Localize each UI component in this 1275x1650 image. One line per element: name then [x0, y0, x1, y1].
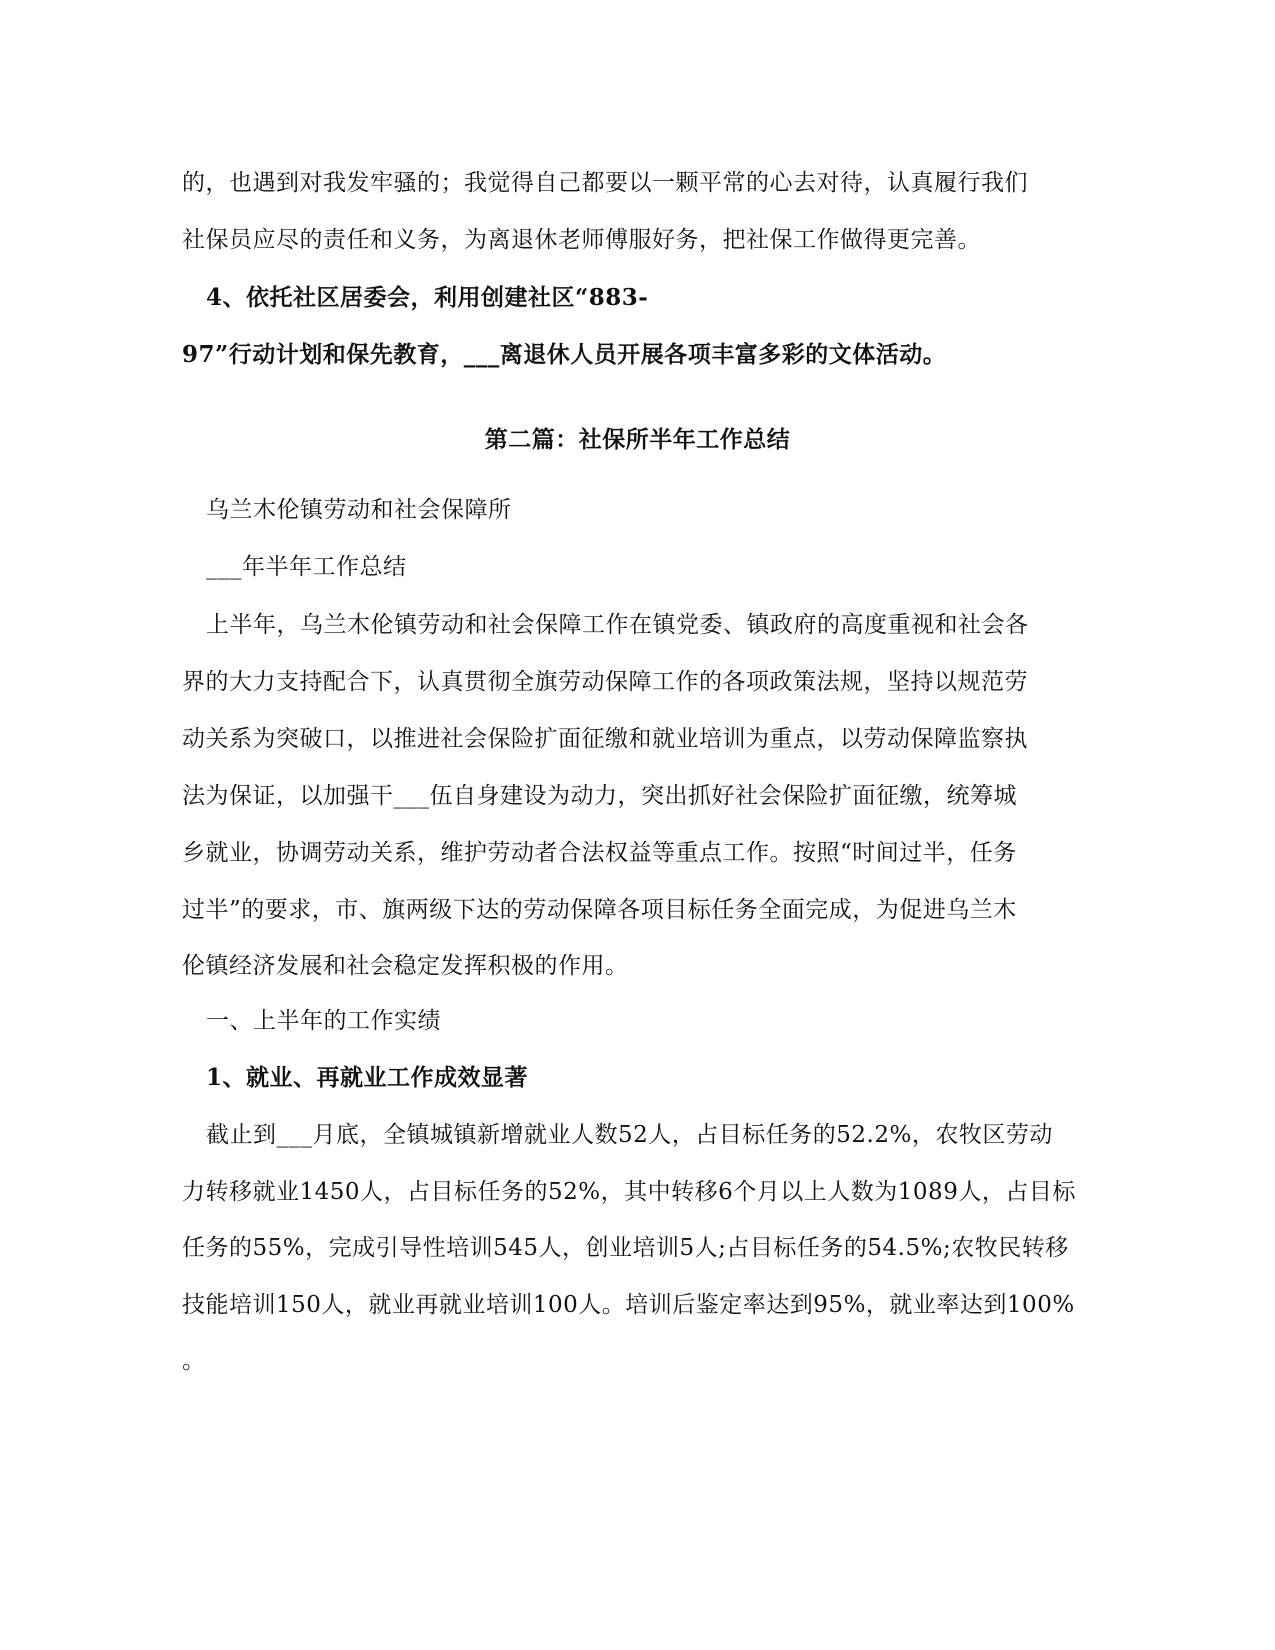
- paragraph-line: 力转移就业1450人，占目标任务的52%，其中转移6个月以上人数为1089人，占目标: [182, 1179, 1076, 1205]
- paragraph-line: 乡就业，协调劳动关系，维护劳动者合法权益等重点工作。按照“时间过半，任务: [182, 840, 1017, 866]
- list-item-4-line: 4、依托社区居委会，利用创建社区“883-: [206, 284, 649, 311]
- paragraph-line: 技能培训150人，就业再就业培训100人。培训后鉴定率达到95%，就业率达到100%: [182, 1292, 1075, 1318]
- subsection-heading: 1、就业、再就业工作成效显著: [206, 1064, 529, 1091]
- list-item-4-line: 97”行动计划和保先教育，___离退休人员开展各项丰富多彩的文体活动。: [182, 341, 947, 368]
- org-name: 乌兰木伦镇劳动和社会保障所: [206, 497, 512, 523]
- paragraph-line: 法为保证，以加强干___伍自身建设为动力，突出抓好社会保险扩面征缴，统筹城: [182, 783, 1017, 809]
- paragraph-line: 社保员应尽的责任和义务，为离退休老师傅服好务，把社保工作做得更完善。: [182, 227, 981, 253]
- report-subtitle: ___年半年工作总结: [206, 554, 407, 580]
- paragraph-line: 伦镇经济发展和社会稳定发挥积极的作用。: [182, 953, 629, 979]
- paragraph-line: 上半年，乌兰木伦镇劳动和社会保障工作在镇党委、镇政府的高度重视和社会各: [206, 612, 1029, 638]
- paragraph-line: 任务的55%，完成引导性培训545人，创业培训5人;占目标任务的54.5%;农牧民转移: [182, 1235, 1069, 1261]
- paragraph-line: 动关系为突破口，以推进社会保险扩面征缴和就业培训为重点，以劳动保障监察执: [182, 726, 1028, 752]
- section-heading: 一、上半年的工作实绩: [206, 1008, 441, 1034]
- paragraph-line: 截止到___月底，全镇城镇新增就业人数52人，占目标任务的52.2%，农牧区劳动: [206, 1122, 1053, 1148]
- paragraph-line: 。: [182, 1348, 206, 1374]
- section-title: 第二篇：社保所半年工作总结: [484, 426, 791, 453]
- paragraph-line: 界的大力支持配合下，认真贯彻全旗劳动保障工作的各项政策法规，坚持以规范劳: [182, 669, 1028, 695]
- paragraph-line: 过半”的要求，市、旗两级下达的劳动保障各项目标任务全面完成，为促进乌兰木: [182, 897, 1017, 923]
- paragraph-line: 的，也遇到对我发牢骚的；我觉得自己都要以一颗平常的心去对待，认真履行我们: [182, 170, 1028, 196]
